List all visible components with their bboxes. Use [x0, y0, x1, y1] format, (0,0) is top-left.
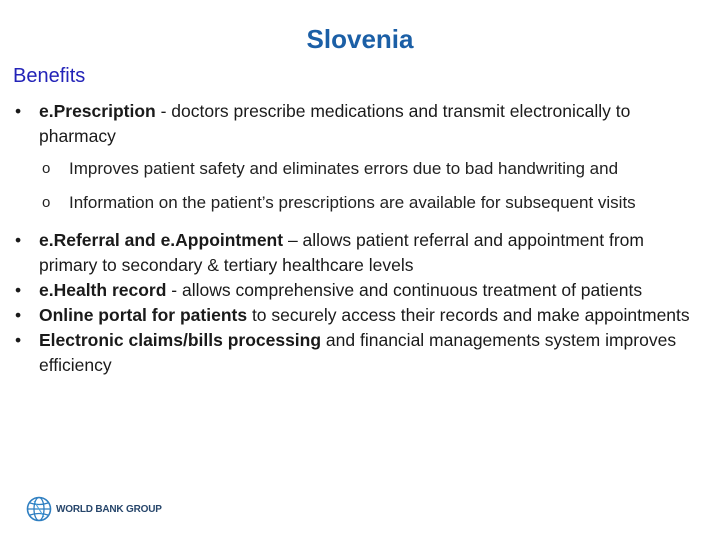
section-heading: Benefits	[13, 65, 86, 87]
sub-list	[39, 158, 703, 214]
bullet-bold-text: e.Prescription	[39, 101, 156, 121]
world-bank-logo	[26, 494, 162, 524]
bullet-marker: •	[15, 305, 22, 325]
bullet-text: and financial managements system improves efficiency	[39, 330, 677, 375]
bullet-text: - allows comprehensive and continuous treatment of patients	[166, 280, 643, 300]
sub-bullet-marker: o	[42, 194, 51, 211]
bullet-bold-text: Electronic claims/bills processing	[39, 330, 322, 350]
logo-text: WORLD BANK GROUP	[56, 503, 162, 515]
list-item	[13, 328, 703, 378]
bullet-bold-text: Online portal for patients	[39, 305, 248, 325]
bullet-text: - doctors prescribe medications and transmit electronically to pharmacy	[39, 101, 631, 146]
list-item	[13, 303, 703, 328]
slide-title: Slovenia	[306, 24, 414, 54]
list-item	[13, 99, 703, 214]
globe-icon	[26, 496, 52, 522]
bullet-bold-text: e.Referral and e.Appointment	[39, 230, 284, 250]
list-item	[13, 228, 703, 278]
list-item	[13, 278, 703, 303]
bullet-marker: •	[15, 330, 22, 350]
bullet-marker: •	[15, 101, 22, 121]
sub-item-text: Information on the patient’s prescriptions are available for subsequent visits	[69, 193, 636, 212]
sub-bullet-marker: o	[42, 160, 51, 177]
sub-list-item	[39, 192, 703, 214]
benefits-list	[13, 99, 703, 378]
bullet-text: to securely access their records and make appointments	[247, 305, 690, 325]
bullet-marker: •	[15, 280, 22, 300]
bullet-text: – allows patient referral and appointment from primary to secondary & tertiary healthcare levels	[39, 230, 644, 275]
sub-list-item	[39, 158, 703, 180]
bullet-marker: •	[15, 230, 22, 250]
sub-item-text: Improves patient safety and eliminates errors due to bad handwriting and	[69, 159, 619, 178]
bullet-bold-text: e.Health record	[39, 280, 167, 300]
